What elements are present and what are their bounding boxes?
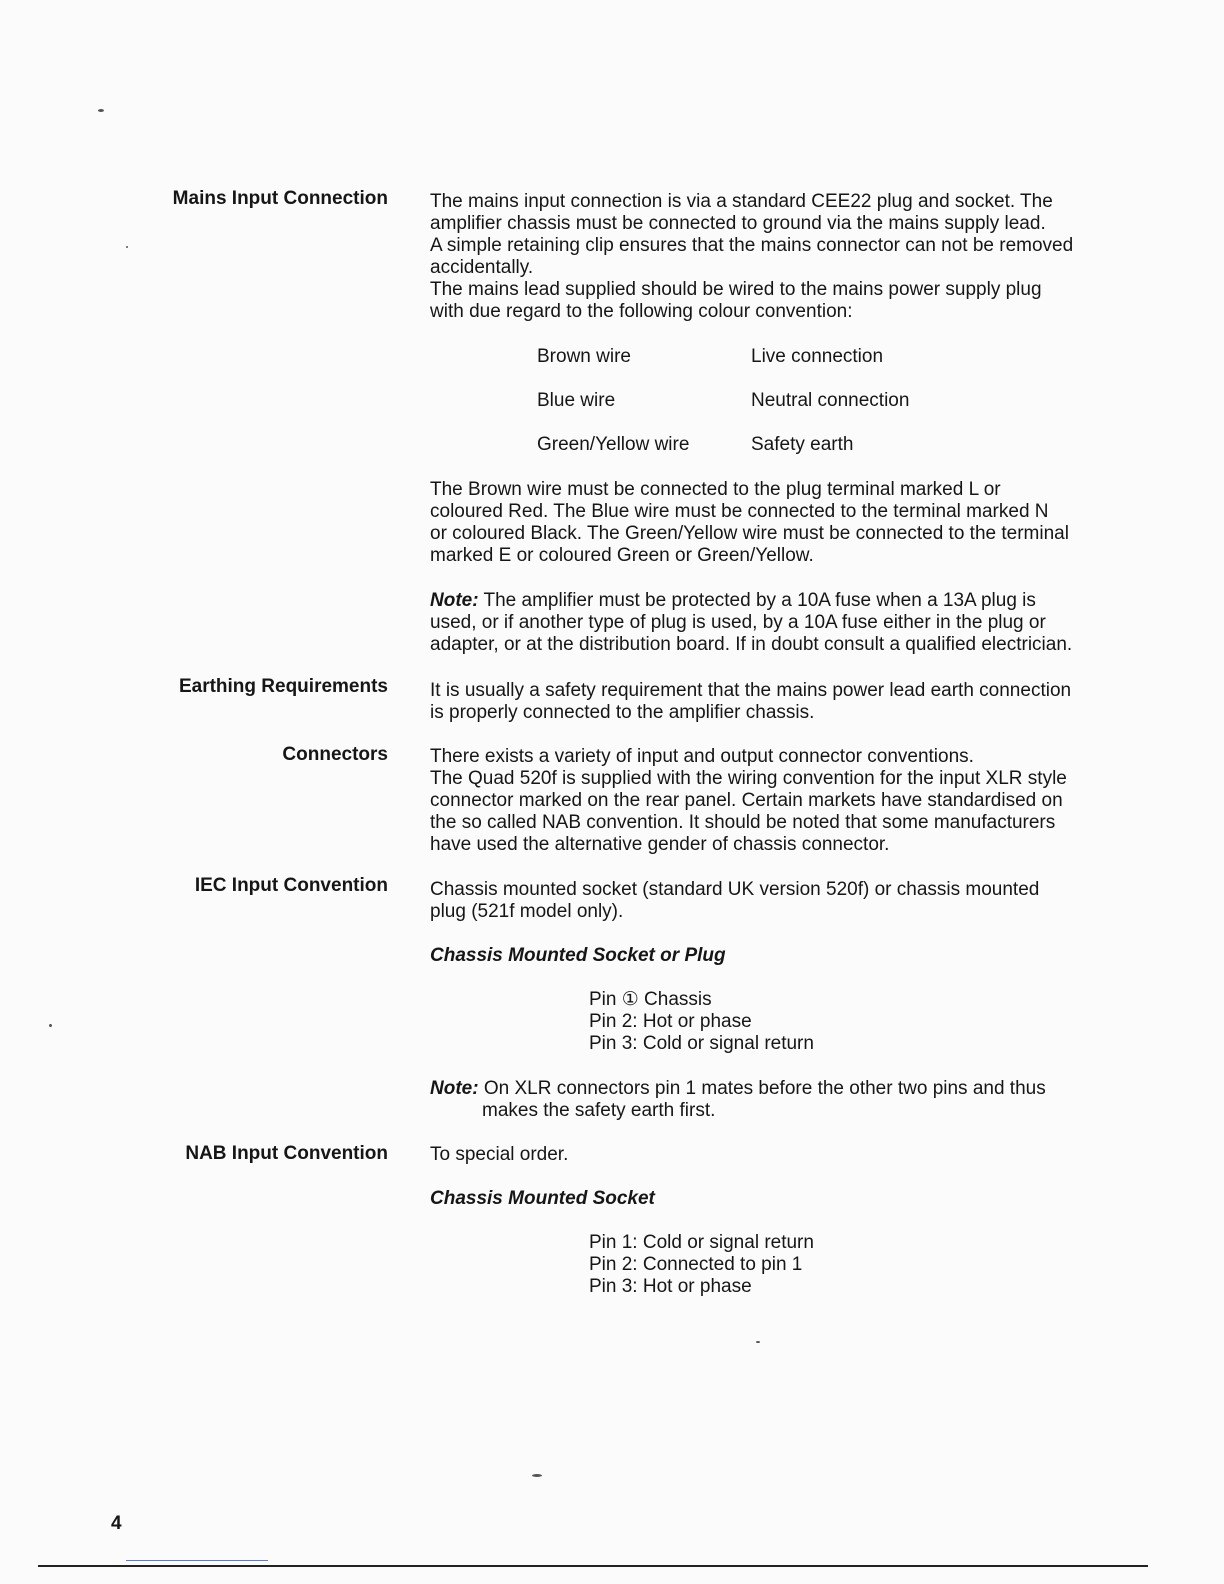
scan-speck <box>756 1341 760 1343</box>
text-line: The mains input connection is via a standard CEE22 plug and socket. The <box>430 191 1053 212</box>
text-line: There exists a variety of input and output connector conventions. <box>430 746 974 767</box>
text-line: The mains lead supplied should be wired to the mains power supply plug <box>430 279 1042 300</box>
text-line: The Brown wire must be connected to the plug terminal marked L or <box>430 479 1001 500</box>
note-line <box>430 1078 1080 1100</box>
note-label: Note: <box>430 590 479 611</box>
section-heading-earthing: Earthing Requirements <box>178 676 388 697</box>
scan-speck <box>98 109 104 112</box>
note-text: The amplifier must be protected by a 10A fuse when a 13A plug is <box>478 590 1036 611</box>
scan-speck <box>532 1474 542 1477</box>
connectors-paragraph <box>430 746 1080 856</box>
xlr-note <box>430 1078 1080 1122</box>
section-heading-connectors: Connectors <box>282 744 388 765</box>
iec-subheading: Chassis Mounted Socket or Plug <box>430 945 726 966</box>
text-line: adapter, or at the distribution board. If in doubt consult a qualified electrician. <box>430 634 1073 655</box>
text-line: Chassis mounted socket (standard UK version 520f) or chassis mounted <box>430 879 1040 900</box>
section-heading-iec: IEC Input Convention <box>194 875 388 896</box>
text-line: A simple retaining clip ensures that the mains connector can not be removed <box>430 235 1074 256</box>
text-line: To special order. <box>430 1144 569 1165</box>
text-line: accidentally. <box>430 257 534 278</box>
pin-item: Pin 3: Cold or signal return <box>589 1033 814 1054</box>
footer-rule <box>38 1565 1148 1567</box>
page-number: 4 <box>111 1513 122 1534</box>
text-line: coloured Red. The Blue wire must be connected to the terminal marked N <box>430 501 1049 522</box>
text-line: connector marked on the rear panel. Certain markets have standardised on <box>430 790 1063 811</box>
nab-subheading: Chassis Mounted Socket <box>430 1188 655 1209</box>
pin-item: Pin 1: Cold or signal return <box>589 1232 814 1253</box>
footer-link-underline <box>126 1560 268 1561</box>
terminal-paragraph <box>430 479 1080 567</box>
pin-item: Pin 2: Connected to pin 1 <box>589 1254 803 1275</box>
nab-paragraph <box>430 1144 1080 1166</box>
text-line: with due regard to the following colour convention: <box>430 301 853 322</box>
wire-function: Safety earth <box>751 434 854 455</box>
fuse-note-paragraph <box>430 590 1080 656</box>
iec-paragraph <box>430 879 1080 923</box>
note-text: On XLR connectors pin 1 mates before the other two pins and thus <box>478 1078 1046 1099</box>
text-line: The Quad 520f is supplied with the wiring convention for the input XLR style <box>430 768 1067 789</box>
text-line: It is usually a safety requirement that the mains power lead earth connection <box>430 680 1072 701</box>
pin-item: Pin 2: Hot or phase <box>589 1011 752 1032</box>
text-line: or coloured Black. The Green/Yellow wire must be connected to the terminal <box>430 523 1069 544</box>
text-line: the so called NAB convention. It should be noted that some manufacturers <box>430 812 1056 833</box>
section-heading-nab: NAB Input Convention <box>185 1143 388 1164</box>
note-label: Note: <box>430 1078 479 1099</box>
nab-pin-list <box>589 1232 814 1298</box>
section-heading-mains: Mains Input Connection <box>172 188 388 209</box>
mains-intro-paragraph <box>430 191 1080 323</box>
wire-colour: Brown wire <box>537 346 631 367</box>
text-line: have used the alternative gender of chassis connector. <box>430 834 890 855</box>
text-line: is properly connected to the amplifier chassis. <box>430 702 815 723</box>
wire-function: Neutral connection <box>751 390 910 411</box>
wire-function: Live connection <box>751 346 884 367</box>
earthing-paragraph <box>430 680 1080 724</box>
scan-speck <box>126 246 128 248</box>
iec-pin-list <box>589 989 814 1055</box>
scan-speck <box>49 1024 52 1027</box>
text-line: plug (521f model only). <box>430 901 624 922</box>
text-line: amplifier chassis must be connected to ground via the mains supply lead. <box>430 213 1046 234</box>
wire-colour: Blue wire <box>537 390 616 411</box>
pin-item: Pin ① Chassis <box>589 989 712 1010</box>
note-line <box>430 590 1080 612</box>
text-line: used, or if another type of plug is used, by a 10A fuse either in the plug or <box>430 612 1046 633</box>
wire-colour: Green/Yellow wire <box>537 434 690 455</box>
note-line: makes the safety earth first. <box>482 1100 716 1121</box>
pin-item: Pin 3: Hot or phase <box>589 1276 752 1297</box>
text-line: marked E or coloured Green or Green/Yellow. <box>430 545 814 566</box>
